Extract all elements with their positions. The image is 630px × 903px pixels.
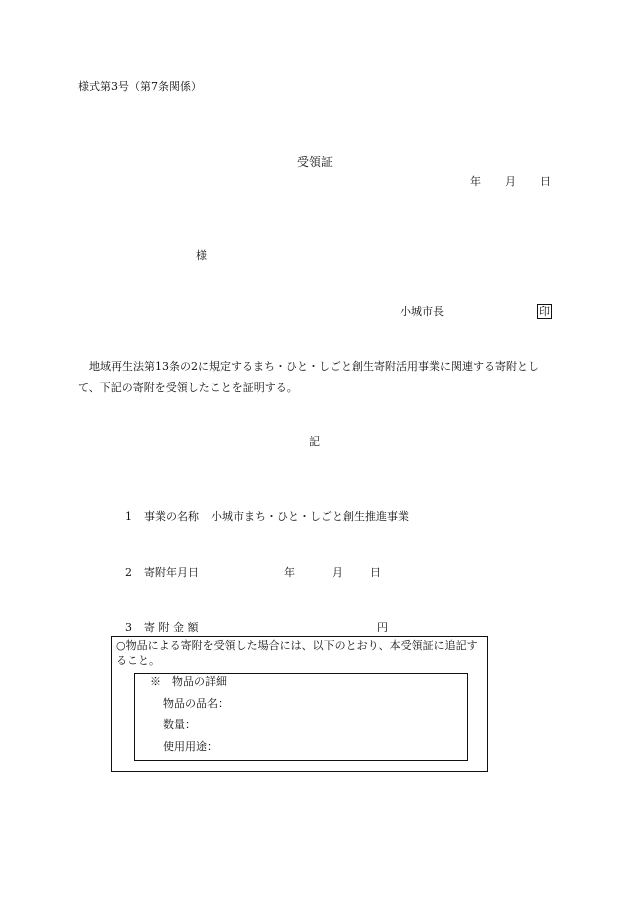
- month-label: 月: [332, 566, 343, 579]
- amount-unit: 円: [377, 621, 388, 634]
- goods-detail-heading: ※ 物品の詳細: [150, 675, 227, 688]
- seal-mark: [537, 304, 552, 319]
- goods-usage-field: 使用用途：: [163, 740, 218, 753]
- year-label: 年: [284, 566, 295, 579]
- item-label: 寄 附 金 額: [144, 621, 199, 634]
- item-project-name: [125, 510, 409, 524]
- goods-note-text: ○物品による寄附を受領した場合には、以下のとおり、本受領証に追記すること。: [116, 639, 478, 667]
- goods-quantity-field: 数量：: [163, 718, 196, 731]
- item-label: 寄附年月日: [144, 566, 199, 579]
- item-label: 事業の名称: [144, 510, 199, 523]
- recipient-honorific: 様: [196, 249, 207, 262]
- item-donation-amount: [125, 621, 199, 635]
- item-number: 2: [125, 566, 132, 579]
- issue-date: [470, 175, 551, 189]
- certification-text: 地域再生法第13条の2に規定するまち・ひと・しごと創生寄附活用事業に関連する寄附として、下記の寄附を受領したことを証明する。: [78, 360, 539, 394]
- item-number: 1: [125, 510, 132, 523]
- form-number: 様式第3号（第7条関係）: [78, 80, 202, 93]
- goods-name-field: 物品の品名：: [163, 697, 229, 710]
- year-label: 年: [470, 175, 481, 188]
- month-label: 月: [505, 175, 516, 188]
- day-label: 日: [540, 175, 551, 188]
- item-value: 小城市まち・ひと・しごと創生推進事業: [211, 510, 409, 523]
- donation-date-fields: [284, 566, 381, 580]
- item-donation-date: [125, 566, 199, 580]
- seal-label: 印: [539, 305, 550, 318]
- day-label: 日: [370, 566, 381, 579]
- document-title: 受領証: [297, 155, 334, 169]
- ki-heading: 記: [309, 435, 320, 448]
- item-number: 3: [125, 621, 132, 634]
- issuer-name: 小城市長: [400, 305, 444, 318]
